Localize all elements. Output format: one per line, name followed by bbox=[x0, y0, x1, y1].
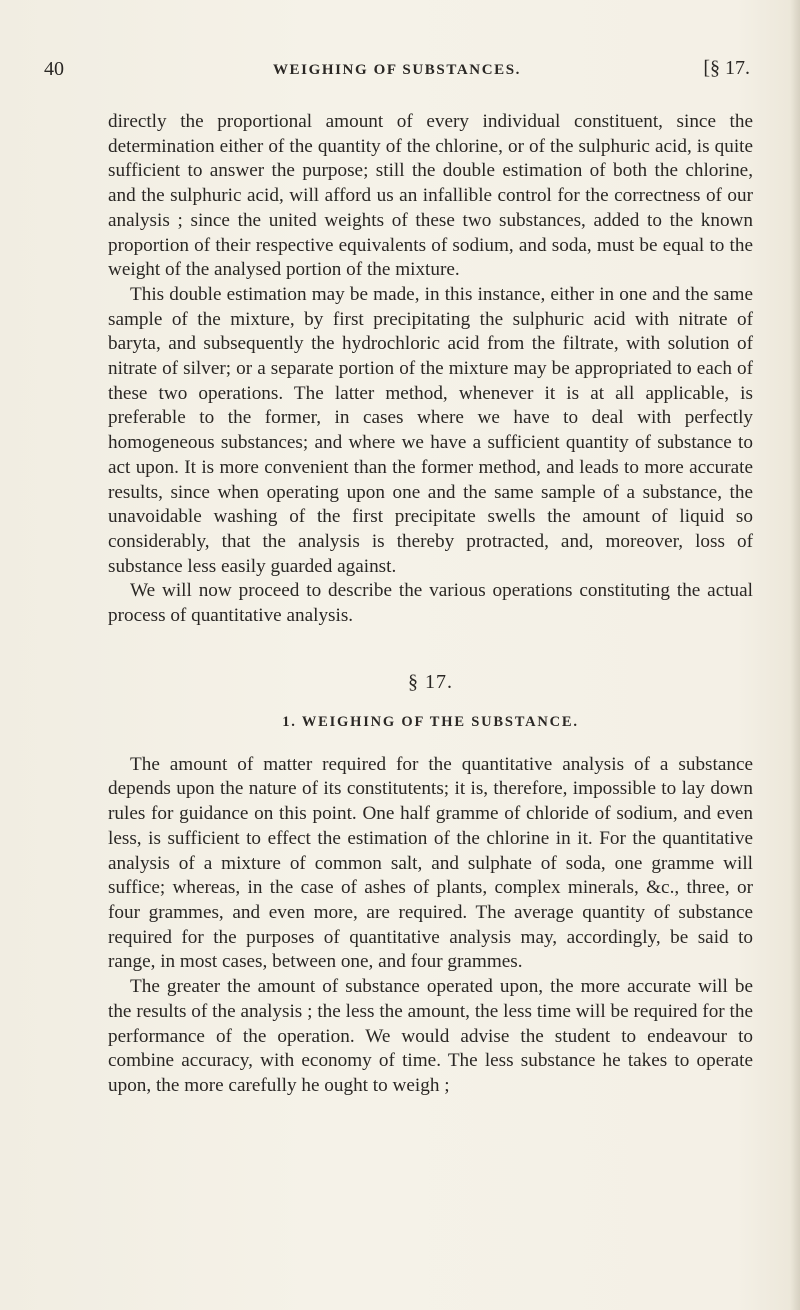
paragraph-continued: directly the proportional amount of every individual constituent, since the determination either of the quantity of the chlorine, or of the sulphuric acid, is quite sufficient to answer the purpose; still the double estimation of both the chlorine, and the sulphuric acid, will afford us an infallible control for the correctness of our analysis ; since the united weights of these two substances, added to the known proportion of their respective equivalents of sodium, and soda, must be equal to the weight of the analysed portion of the mixture. bbox=[108, 111, 753, 281]
section-reference: [§ 17. bbox=[703, 57, 750, 79]
subsection-title: 1. WEIGHING OF THE SUBSTANCE. bbox=[282, 713, 579, 730]
page-number: 40 bbox=[44, 58, 64, 80]
running-head: WEIGHING OF SUBSTANCES. bbox=[272, 62, 522, 78]
section-heading: § 17. bbox=[408, 670, 453, 693]
paragraph-proceed: We will now proceed to describe the various operations constituting the actual process of quantitative analysis. bbox=[108, 580, 753, 627]
paragraph-amount-of-matter: The amount of matter required for the quantitative analysis of a substance depends upon the nature of its constitutents; it is, therefore, impossible to lay down rules for guidance on this point. One half gramme of chloride of sodium, and even less, is sufficient to effect the estimation of the chlorine in it. For the quantitative analysis of a mixture of common salt, and sulphate of soda, one gramme will suffice; whereas, in the case of ashes of plants, complex minerals, &c., three, or four grammes, and even more, are required. The average quantity of substance required for the purposes of quantitative analysis may, accordingly, be said to range, in most cases, between one, and four grammes. bbox=[108, 753, 753, 973]
page-body bbox=[108, 110, 753, 1099]
page-edge-shadow bbox=[790, 0, 800, 1310]
paragraph-double-estimation: This double estimation may be made, in this instance, either in one and the same sample of the mixture, by first precipitating the sulphuric acid with nitrate of baryta, and subsequently the hydrochloric acid from the filtrate, with solution of nitrate of silver; or a separate portion of the mixture may be appropriated to each of these two operations. The latter method, whenever it is at all applicable, is preferable to the former, in cases where we have to deal with perfectly homogeneous substances; and where we have a sufficient quantity of substance to act upon. It is more convenient than the former method, and leads to more accurate results, since when operating upon one and the same sample of a substance, the unavoidable washing of the first precipitate swells the amount of liquid so considerably, that the analysis is thereby protracted, and, moreover, loss of substance less easily guarded against. bbox=[108, 283, 753, 577]
page-header bbox=[44, 58, 750, 88]
paragraph-greater-amount: The greater the amount of substance operated upon, the more accurate will be the results of the analysis ; the less the amount, the less time will be required for the performance of the operation. We would advise the student to endeavour to combine accuracy, with economy of time. The less substance he takes to operate upon, the more carefully he ought to weigh ; bbox=[108, 976, 753, 1096]
